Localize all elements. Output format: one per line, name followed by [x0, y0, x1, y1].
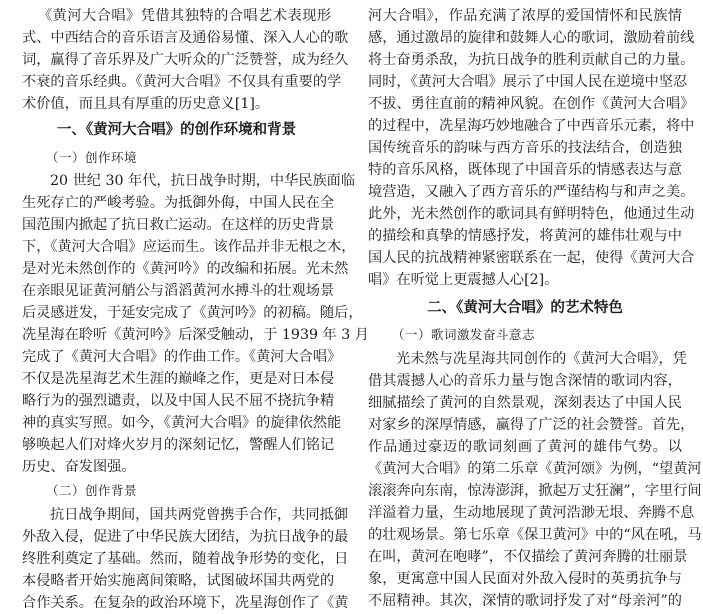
text-line: 抗日战争期间，国共两党曾携手合作，共同抵御: [50, 507, 348, 523]
text-line: 细腻描绘了黄河的自然景观，深刻表达了中国人民: [368, 395, 682, 411]
text-line: 同时，《黄河大合唱》展示了中国人民在逆境中坚忍: [368, 74, 688, 90]
text-line: 20 世纪 30 年代，抗日战争时期，中华民族面临: [50, 173, 356, 189]
text-line: 的壮观场景。第七乐章《保卫黄河》中的“风在吼，马: [368, 527, 702, 543]
text-line: 河大合唱》，作品充满了浓厚的爱国情怀和民族情: [368, 8, 682, 24]
text-line: 不衰的音乐经典。《黄河大合唱》不仅具有重要的学: [22, 74, 342, 90]
text-line: 将士奋勇杀敌，为抗日战争的胜利贡献自己的力量。: [368, 52, 695, 68]
section-heading: 二、《黄河大合唱》的艺术特色: [427, 300, 623, 316]
text-line: 不屈精神。其次，深情的歌词抒发了对“母亲河”的: [368, 593, 682, 609]
text-line: 是对光未然创作的《黄河吟》的改编和拓展。光未然: [22, 261, 349, 277]
text-line: 的过程中，冼星海巧妙地融合了中西音乐元素，将中: [368, 118, 695, 134]
text-line: 在叫，黄河在咆哮”，不仅描绘了黄河奔腾的壮丽景: [368, 549, 688, 565]
text-line: 光未然与冼星海共同创作的《黄河大合唱》，凭: [396, 351, 687, 367]
text-line: 唱》在听觉上更震撼人心[2]。: [368, 272, 559, 288]
text-line: 此外，光未然创作的歌词具有鲜明特色，他通过生动: [368, 206, 695, 222]
text-line: 作品通过豪迈的歌词刻画了黄河的雄伟气势。以: [368, 439, 682, 455]
text-line: 词，赢得了音乐界及广大听众的广泛赞誉，成为经久: [22, 52, 349, 68]
text-line: 式、中西结合的音乐语言及通俗易懂、深入人心的歌: [22, 30, 349, 46]
text-line: 生死存亡的严峻考验。为抵御外侮，中国人民在全: [22, 195, 335, 211]
subsection-heading: （一）歌词激发奋斗意志: [392, 327, 536, 342]
section-heading: 一、《黄河大合唱》的创作环境和背景: [56, 122, 297, 138]
text-line: 《黄河大合唱》的第二乐章《黄河颂》为例，“望黄河: [368, 461, 702, 477]
text-line: 完成了《黄河大合唱》的作曲工作。《黄河大合唱》: [22, 349, 342, 365]
text-line: 不仅是冼星海艺术生涯的巅峰之作，更是对日本侵: [22, 371, 335, 387]
text-line: 《黄河大合唱》凭借其独特的合唱艺术表现形: [38, 8, 331, 24]
text-line: 历史、奋发图强。: [22, 459, 136, 475]
text-line: 象，更寓意中国人民面对外敌入侵时的英勇抗争与: [368, 571, 682, 587]
text-line: 感，通过激昂的旋律和鼓舞人心的歌词，激励着前线: [368, 30, 695, 46]
text-line: 合作关系。在复杂的政治环境下，冼星海创作了《黄: [22, 595, 349, 611]
text-line: 国人民的抗战精神紧密联系在一起，使得《黄河大合: [368, 250, 695, 266]
text-line: 本侵略者开始实施离间策略，试图破坏国共两党的: [22, 573, 335, 589]
text-line: 够唤起人们对烽火岁月的深刻记忆，警醒人们铭记: [22, 437, 335, 453]
text-line: 境营造，又融入了西方音乐的严谨结构与和声之美。: [368, 184, 695, 200]
text-line: 的描绘和真挚的情感抒发，将黄河的雄伟壮观与中: [368, 228, 682, 244]
text-line: 国传统音乐的韵味与西方音乐的技法结合，创造独: [368, 140, 682, 156]
text-line: 冼星海在聆听《黄河吟》后深受触动，于 1939 年 3 月: [22, 327, 369, 343]
text-line: 后灵感迸发，于延安完成了《黄河吟》的初稿。随后，: [22, 305, 363, 321]
subsection-heading: （二）创作背景: [46, 483, 138, 498]
text-line: 对家乡的深厚情感，赢得了广泛的社会赞誉。首先，: [368, 417, 695, 433]
text-line: 洋溢着力量，生动地展现了黄河浩渺无垠、奔腾不息: [368, 505, 695, 521]
text-line: 神的真实写照。如今，《黄河大合唱》的旋律依然能: [22, 415, 342, 431]
text-line: 国范围内掀起了抗日救亡运动。在这样的历史背景: [22, 217, 335, 233]
text-line: 下，《黄河大合唱》应运而生。该作品并非无根之木，: [22, 239, 356, 255]
text-line: 外敌入侵，促进了中华民族大团结，为抗日战争的最: [22, 529, 349, 545]
text-line: 特的音乐风格，既体现了中国音乐的情感表达与意: [368, 162, 682, 178]
text-line: 不拔、勇往直前的精神风貌。在创作《黄河大合唱》: [368, 96, 695, 112]
text-line: 术价值，而且具有厚重的历史意义[1]。: [22, 96, 270, 112]
text-line: 借其震撼人心的音乐力量与饱含深情的歌词内容，: [368, 373, 682, 389]
text-line: 在亲眼见证黄河艄公与滔滔黄河水搏斗的壮观场景: [22, 283, 335, 299]
text-line: 略行为的强烈谴责，以及中国人民不屈不挠抗争精: [22, 393, 335, 409]
subsection-heading: （一）创作环境: [46, 150, 138, 165]
text-line: 终胜利奠定了基础。然而，随着战争形势的变化，日: [22, 551, 349, 567]
text-line: 滚滚奔向东南，惊涛澎湃，掀起万丈狂澜”，字里行间: [368, 483, 702, 499]
